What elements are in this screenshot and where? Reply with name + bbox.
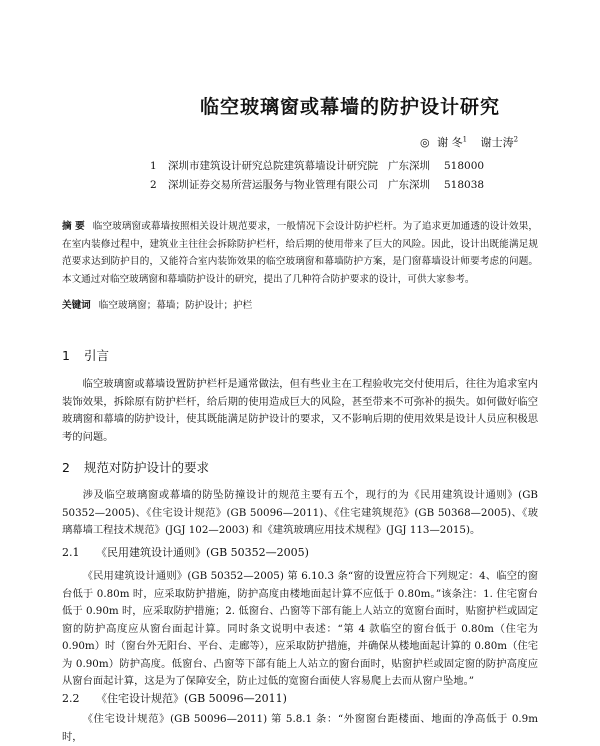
paragraph: 《民用建筑设计通则》(GB 50352—2005) 第 6.10.3 条“窗的设置应符合下列规定：4、临空的窗台低于 0.80m 时，应采取防护措施，防护高度由楼地面起计算不应低于 0.80m。”该条注：1. 住宅窗台低于 0.90m 时，应采取防护措施；2. 低窗台、凸窗等下部有能上人站立的宽窗台面时，贴窗护栏或固定窗的防护高度应从窗台面起计算。同时条文说明中表述：“第 4 款临空的窗台低于 0.80m（住宅为 0.90m）时（窗台外无阳台、平台、走廊等），应采取防护措施，并确保从楼地面起计算的 0.80m（住宅为 0.90m）防护高度。低窗台、凸窗等下部有能上人站立的窗台面时，贴窗护栏或固定窗的防护高度应从窗台面起计算，这是为了保障安全，防止过低的宽窗台面使人容易爬上去而从窗户坠地。” bbox=[62, 570, 538, 687]
author-affiliation-mark: 1 bbox=[462, 135, 468, 144]
affiliation-location: 广东深圳 bbox=[388, 160, 430, 172]
subsection-title: 《民用建筑设计通则》(GB 50352—2005) bbox=[96, 546, 309, 559]
author-line bbox=[420, 134, 518, 150]
section-title: 引言 bbox=[84, 348, 110, 363]
affiliation-postcode: 518038 bbox=[444, 179, 485, 191]
affiliation-number: 1 bbox=[150, 160, 157, 172]
affiliation-org: 深圳证券交易所营运服务与物业管理有限公司 bbox=[168, 179, 378, 191]
section-title: 规范对防护设计的要求 bbox=[84, 460, 210, 475]
author-name: 谢 冬 bbox=[437, 136, 463, 149]
affiliation-number: 2 bbox=[150, 179, 157, 191]
abstract-label: 摘 要 bbox=[62, 221, 85, 232]
subsection-heading bbox=[62, 690, 287, 706]
affiliation-postcode: 518000 bbox=[444, 160, 485, 172]
paragraph: 涉及临空玻璃窗或幕墙的防坠防撞设计的规范主要有五个，现行的为《民用建筑设计通则》(GB 50352—2005)、《住宅设计规范》(GB 50096—2011)、《住宅建筑规范》(GB 50368—2005)、《玻璃幕墙工程技术规范》(JGJ 102—2003) 和《建筑玻璃应用技术规程》(JGJ 113—2015)。 bbox=[62, 489, 538, 536]
affiliation bbox=[150, 177, 484, 192]
subsection-number: 2.2 bbox=[62, 692, 80, 705]
author-mark: ◎ bbox=[420, 136, 430, 149]
author-name: 谢士涛 bbox=[480, 136, 514, 149]
paragraph: 《住宅设计规范》(GB 50096—2011) 第 5.8.1 条：“外窗窗台距楼面、地面的净高低于 0.9m 时， bbox=[62, 713, 538, 743]
affiliation-org: 深圳市建筑设计研究总院建筑幕墙设计研究院 bbox=[168, 160, 378, 172]
affiliation bbox=[150, 158, 484, 173]
paragraph: 临空玻璃窗或幕墙设置防护栏杆是通常做法，但有些业主在工程验收完交付使用后，往往为追求室内装饰效果，拆除原有防护栏杆，给后期的使用造成巨大的风险，甚至带来不可弥补的损失。如何做好临空玻璃窗和幕墙的防护设计，使其既能满足防护设计的要求，又不影响后期的使用效果是设计人员应积极思考的问题。 bbox=[62, 378, 538, 443]
keywords bbox=[62, 297, 538, 311]
section-number: 1 bbox=[62, 348, 70, 363]
section-number: 2 bbox=[62, 460, 70, 475]
author-affiliation-mark: 2 bbox=[513, 135, 519, 144]
section-heading bbox=[62, 346, 109, 364]
affiliation-location: 广东深圳 bbox=[388, 179, 430, 191]
subsection-number: 2.1 bbox=[62, 546, 80, 559]
section-heading bbox=[62, 458, 209, 476]
keywords-text: 临空玻璃窗；幕墙；防护设计；护栏 bbox=[98, 300, 253, 311]
paper-title: 临空玻璃窗或幕墙的防护设计研究 bbox=[200, 96, 501, 118]
subsection-title: 《住宅设计规范》(GB 50096—2011) bbox=[96, 692, 287, 705]
abstract-text: 临空玻璃窗或幕墙按照相关设计规范要求，一般情况下会设计防护栏杆。为了追求更加通透的设计效果，在室内装修过程中，建筑业主往往会拆除防护栏杆，给后期的使用带来了巨大的风险。因此，设计出既能满足规范要求达到防护目的，又能符合室内装饰效果的临空玻璃窗和幕墙防护方案，是门窗幕墙设计师要考虑的问题。本文通过对临空玻璃窗和幕墙防护设计的研究，提出了几种符合防护要求的设计，可供大家参考。 bbox=[62, 221, 539, 285]
keywords-label: 关键词 bbox=[62, 300, 91, 311]
abstract bbox=[62, 218, 538, 288]
subsection-heading bbox=[62, 544, 309, 560]
